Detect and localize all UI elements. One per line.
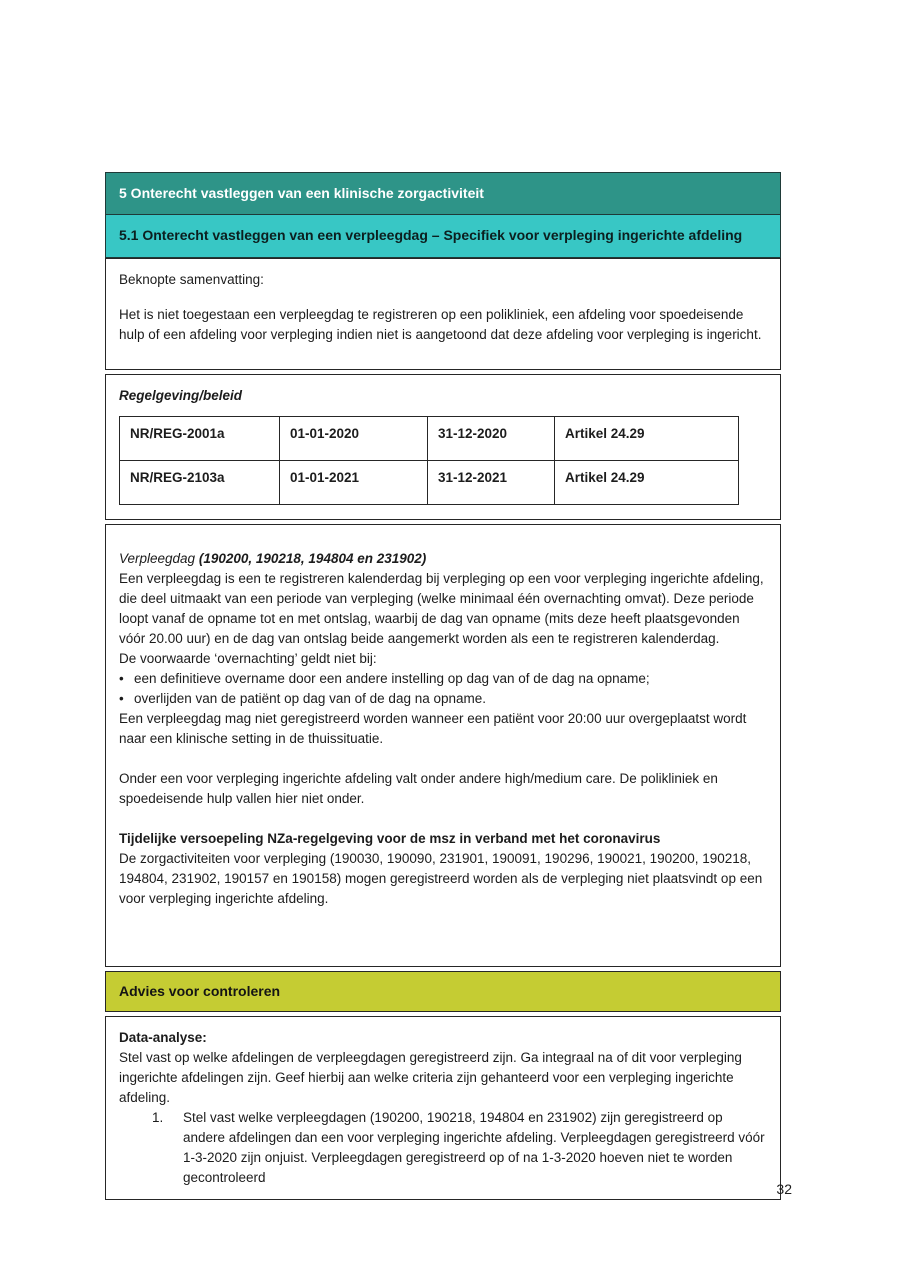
- regulation-box: [105, 374, 781, 520]
- advice-label: Advies voor controleren: [119, 983, 281, 999]
- bullet-icon: •: [119, 691, 124, 706]
- table-row: [120, 417, 739, 461]
- details-heading: [119, 549, 767, 569]
- regulation-label: Regelgeving/beleid: [119, 388, 243, 403]
- subsection-title: 5.1 Onterecht vastleggen van een verpleegdag – Specifiek voor verpleging ingerichte afdeling: [119, 227, 743, 243]
- table-cell-start-date: 01-01-2021: [280, 461, 428, 505]
- details-heading-term: Verpleegdag: [119, 551, 196, 566]
- data-analysis-box: [105, 1016, 781, 1200]
- advice-header: [105, 971, 781, 1012]
- details-box: [105, 524, 781, 967]
- list-item-text: Stel vast welke verpleegdagen (190200, 190218, 194804 en 231902) zijn geregistreerd op andere afdelingen dan een voor verpleging ingerichte afdeling. Verpleegdagen geregistreerd vóór 1-3-2020 zijn onjuist. Verpleegdagen geregistreerd op of na 1-3-2020 hoeven niet te worden gecontroleerd: [183, 1110, 765, 1185]
- summary-box: [105, 258, 781, 370]
- bullet-icon: •: [119, 671, 124, 686]
- corona-heading: Tijdelijke versoepeling NZa-regelgeving voor de msz in verband met het coronavirus: [119, 831, 661, 846]
- details-paragraph: De voorwaarde ‘overnachting’ geldt niet bij:: [119, 651, 377, 666]
- document-content: [105, 172, 781, 1200]
- details-paragraph: Onder een voor verpleging ingerichte afdeling valt onder andere high/medium care. De polikliniek en spoedeisende hulp vallen hier niet onder.: [119, 771, 718, 806]
- corona-text: De zorgactiviteiten voor verpleging (190030, 190090, 231901, 190091, 190296, 190021, 190200, 190218, 194804, 231902, 190157 en 190158) mogen geregistreerd worden als de verpleging niet plaatsvindt op een voor verpleging ingerichte afdeling.: [119, 851, 763, 906]
- details-heading-codes: (190200, 190218, 194804 en 231902): [195, 551, 427, 566]
- data-analysis-intro: Stel vast op welke afdelingen de verpleegdagen geregistreerd zijn. Ga integraal na of dit voor verpleging ingerichte afdelingen zijn. Geef hierbij aan welke criteria zijn gehanteerd voor een verpleging ingerichte afdeling.: [119, 1050, 742, 1105]
- table-cell-article: Artikel 24.29: [555, 461, 739, 505]
- details-paragraph: Een verpleegdag mag niet geregistreerd worden wanneer een patiënt voor 20:00 uur overgeplaatst wordt naar een klinische setting in de thuissituatie.: [119, 711, 747, 746]
- subsection-header: [105, 215, 781, 258]
- bullet-text: een definitieve overname door een andere instelling op dag van of de dag na opname;: [134, 671, 650, 686]
- table-cell-code: NR/REG-2001a: [120, 417, 280, 461]
- table-cell-end-date: 31-12-2020: [428, 417, 555, 461]
- summary-text: Het is niet toegestaan een verpleegdag te registreren op een polikliniek, een afdeling voor spoedeisende hulp of een afdeling voor verpleging indien niet is aangetoond dat deze afdeling voor verpleging is ingericht.: [119, 307, 762, 342]
- table-row: [120, 461, 739, 505]
- table-cell-end-date: 31-12-2021: [428, 461, 555, 505]
- section-title: 5 Onterecht vastleggen van een klinische zorgactiviteit: [119, 185, 484, 201]
- section-header: [105, 172, 781, 215]
- summary-label: Beknopte samenvatting:: [119, 272, 264, 287]
- table-cell-article: Artikel 24.29: [555, 417, 739, 461]
- bullet-item: [119, 689, 767, 709]
- spacer: [119, 809, 767, 829]
- regulation-table: [119, 416, 739, 505]
- table-cell-code: NR/REG-2103a: [120, 461, 280, 505]
- bullet-item: [119, 669, 767, 689]
- details-paragraph: Een verpleegdag is een te registreren kalenderdag bij verpleging op een voor verpleging ingerichte afdeling, die deel uitmaakt van een periode van verpleging (welke minimaal één overnachting omvat). Deze periode loopt vanaf de opname tot en met ontslag, waarbij de dag van opname (mits deze heeft plaatsgevonden vóór 20.00 uur) en de dag van ontslag beide aangemerkt worden als een te registreren kalenderdag.: [119, 571, 764, 646]
- spacer: [119, 749, 767, 769]
- numbered-list-item: [152, 1108, 767, 1188]
- bullet-text: overlijden van de patiënt op dag van of de dag na opname.: [134, 691, 487, 706]
- table-cell-start-date: 01-01-2020: [280, 417, 428, 461]
- list-item-number: 1.: [152, 1110, 164, 1125]
- data-analysis-label: Data-analyse:: [119, 1030, 207, 1045]
- page-number: 32: [776, 1181, 792, 1197]
